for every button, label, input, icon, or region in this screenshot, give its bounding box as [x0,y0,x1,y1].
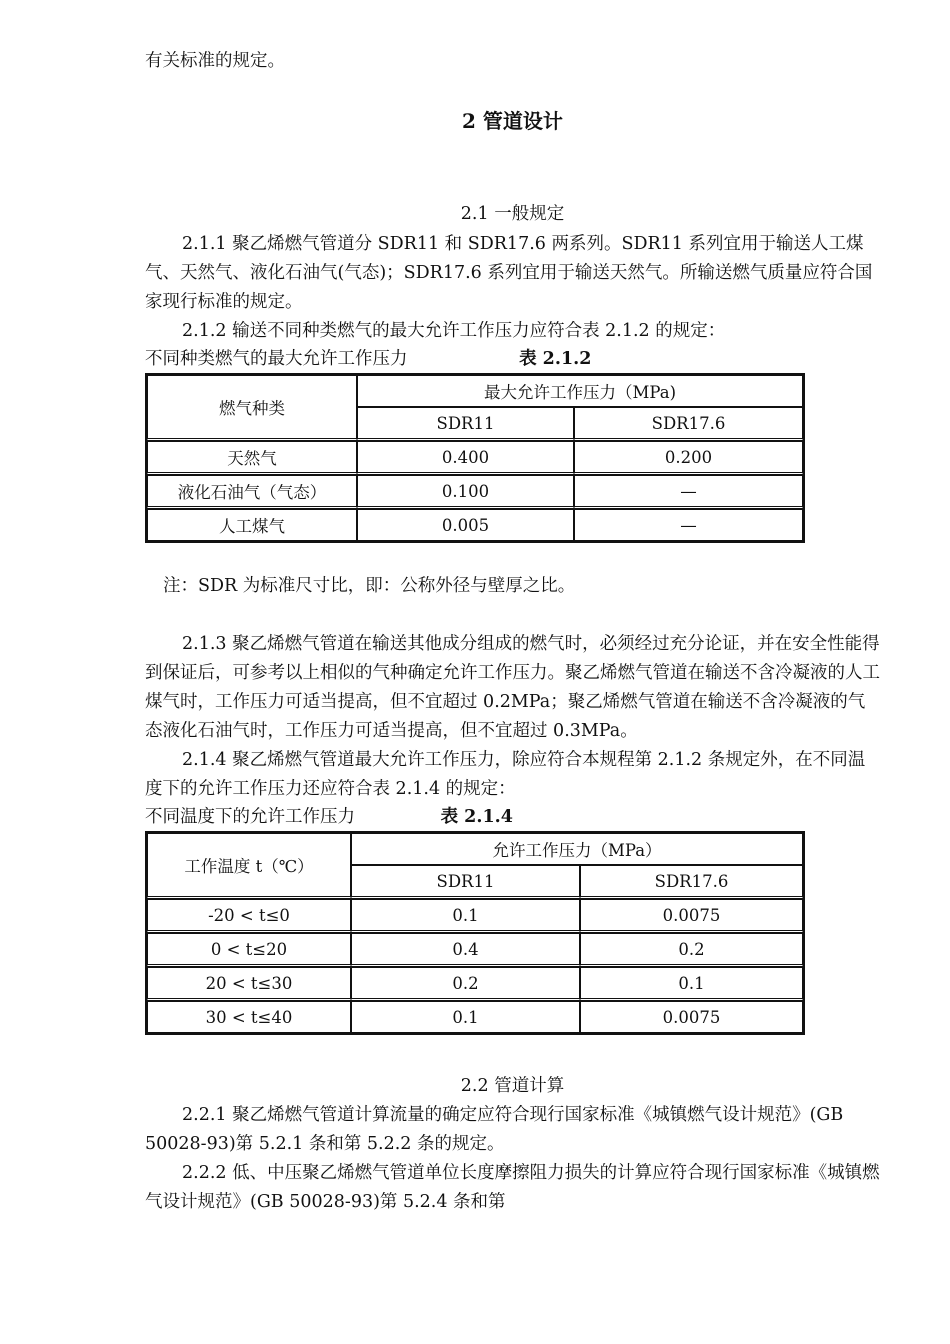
table-cell: 液化石油气（气态） [147,475,357,509]
table-header-row [147,833,803,865]
continuation-line: 有关标准的规定。 [145,51,285,71]
section-title-2-1: 2.1 一般规定 [460,204,565,224]
table-header-row [147,375,803,407]
header-cell: 允许工作压力（MPa） [351,833,803,865]
table-cell: 0.1 [580,967,803,1001]
header-cell: 工作温度 t（℃） [147,833,351,899]
clause-2-1-4: 2.1.4 聚乙烯燃气管道最大允许工作压力，除应符合本规程第 2.1.2 条规定外，在不同温度下的允许工作压力还应符合表 2.1.4 的规定： [145,750,866,799]
table-number: 表 2.1.4 [440,807,513,827]
table-cell: 0.2 [580,933,803,967]
clause-2-2-1: 2.2.1 聚乙烯燃气管道计算流量的确定应符合现行国家标准《城镇燃气设计规范》(GB 50028-93)第 5.2.1 条和第 5.2.2 条的规定。 [145,1105,844,1154]
table-cell: 人工煤气 [147,509,357,541]
table-number: 表 2.1.2 [519,349,592,369]
header-cell: SDR11 [357,407,574,441]
table-cell: 0.0075 [580,899,803,933]
table-caption-text: 不同温度下的允许工作压力 [145,807,355,827]
table-row [147,441,803,475]
table-cell: -20 < t≤0 [147,899,351,933]
table-row [147,509,803,541]
table-note: 注：SDR 为标准尺寸比，即：公称外径与壁厚之比。 [163,576,576,596]
header-cell: SDR17.6 [574,407,803,441]
clause-2-1-3: 2.1.3 聚乙烯燃气管道在输送其他成分组成的燃气时，必须经过充分论证，并在安全性能得到保证后，可参考以上相似的气种确定允许工作压力。聚乙烯燃气管道在输送不含冷凝液的人工煤气时，工作压力可适当提高，但不宜超过 0.2MPa；聚乙烯燃气管道在输送不含冷凝液的气态液化石油气时，工作压力可适当提高，但不宜超过 0.3MPa。 [145,634,880,741]
table-cell: 20 < t≤30 [147,967,351,1001]
table-cell: — [574,475,803,509]
table-row [147,933,803,967]
header-cell: 最大允许工作压力（MPa) [357,375,803,407]
table-cell: 天然气 [147,441,357,475]
table-cell: 30 < t≤40 [147,1001,351,1033]
table-caption-2-1-2 [145,347,591,371]
table-cell: 0.4 [351,933,580,967]
table-row [147,899,803,933]
table-row [147,1001,803,1033]
table-row [147,967,803,1001]
section-title-2-2: 2.2 管道计算 [460,1076,565,1096]
header-cell: 燃气种类 [147,375,357,441]
table-cell: 0.1 [351,1001,580,1033]
chapter-title: 2 管道设计 [462,109,563,133]
table-cell: 0.200 [574,441,803,475]
clause-2-2-2: 2.2.2 低、中压聚乙烯燃气管道单位长度摩擦阻力损失的计算应符合现行国家标准《城镇燃气设计规范》(GB 50028-93)第 5.2.4 条和第 [145,1163,880,1212]
table-2-1-2 [145,373,805,543]
table-2-1-4 [145,831,805,1035]
clause-2-1-2: 2.1.2 输送不同种类燃气的最大允许工作压力应符合表 2.1.2 的规定： [182,321,726,341]
table-cell: — [574,509,803,541]
table-cell: 0.100 [357,475,574,509]
table-cell: 0.2 [351,967,580,1001]
table-cell: 0.400 [357,441,574,475]
table-caption-text: 不同种类燃气的最大允许工作压力 [145,349,408,369]
table-cell: 0 < t≤20 [147,933,351,967]
table-row [147,475,803,509]
table-cell: 0.005 [357,509,574,541]
clause-2-1-1: 2.1.1 聚乙烯燃气管道分 SDR11 和 SDR17.6 两系列。SDR11 系列宜用于输送人工煤气、天然气、液化石油气(气态)；SDR17.6 系列宜用于输送天然气。所输送燃气质量应符合国家现行标准的规定。 [145,234,873,312]
header-cell: SDR17.6 [580,865,803,899]
table-caption-2-1-4 [145,805,513,829]
table-cell: 0.0075 [580,1001,803,1033]
header-cell: SDR11 [351,865,580,899]
table-cell: 0.1 [351,899,580,933]
